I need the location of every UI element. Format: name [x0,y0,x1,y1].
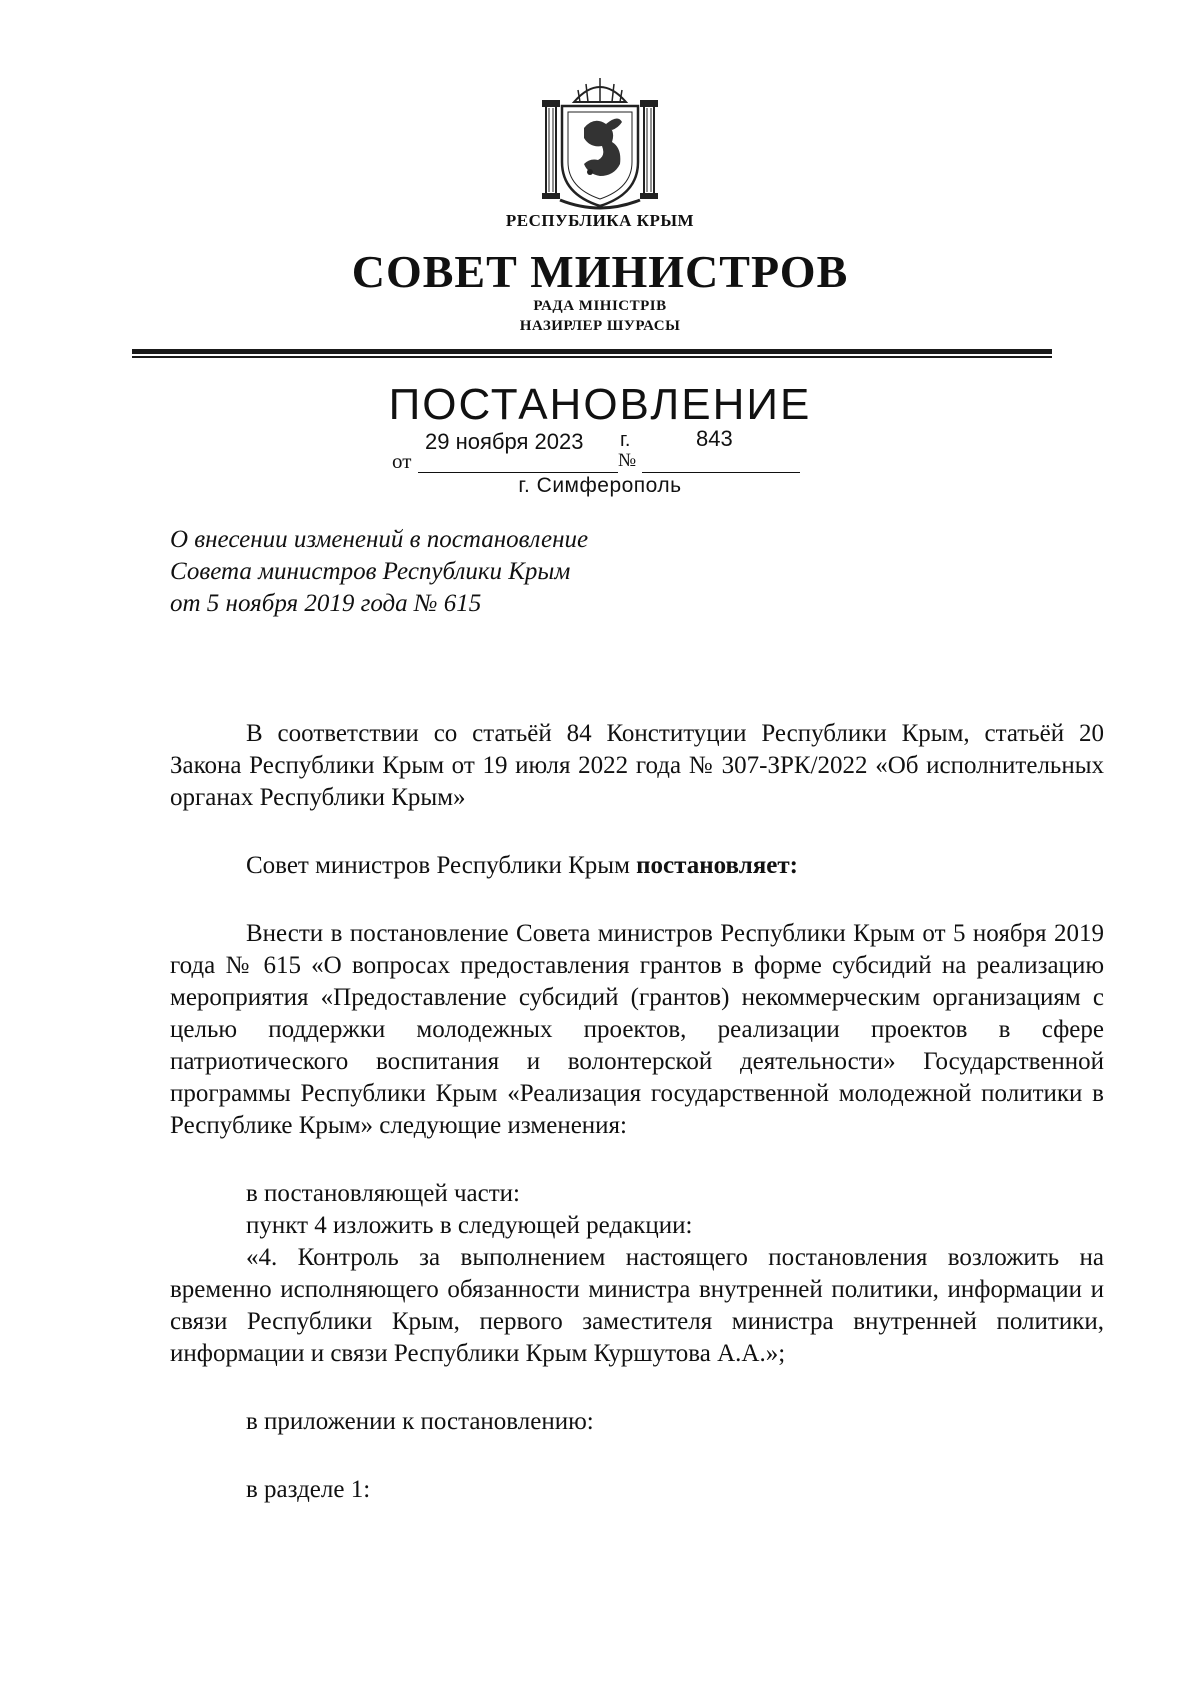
council-title: СОВЕТ МИНИСТРОВ [351,246,849,297]
resolves-keyword: постановляет: [636,852,798,879]
document-date: 29 ноября 2023 [425,429,584,454]
section1-heading: в разделе 1: [246,1476,371,1503]
resolves-lead: Совет министров Республики Крым [246,852,630,879]
council-title-ukrainian: РАДА МІНІСТРІВ [533,298,667,314]
subject-line: Совета министров Республики Крым [170,558,571,585]
point4-heading: пункт 4 изложить в следующей редакции: [246,1212,693,1239]
operative-part-heading: в постановляющей части: [246,1180,520,1207]
header-rule-thick [132,349,1052,354]
annex-heading: в приложении к постановлению: [246,1408,594,1435]
document-subject [170,524,588,620]
council-title-crimean-tatar: НАЗИРЛЕР ШУРАСЫ [519,318,681,334]
year-suffix: г. [620,429,631,451]
subject-line: от 5 ноября 2019 года № 615 [170,590,482,617]
document-body [170,718,1104,1506]
date-number-line [0,428,1200,474]
header-rule-thin [132,356,1052,358]
point4-text: «4. Контроль за выполнением настоящего постановления возложить на временно исполняющего обязанности министра внутренней политики, информации и связи Республики Крым, первого заместителя министра внутренней политики, информации и связи Республики Крым Куршутова А.А.»; [170,1244,1104,1367]
date-underline [418,472,618,473]
subject-line: О внесении изменений в постановление [170,526,589,553]
preamble-paragraph: В соответствии со статьёй 84 Конституции Республики Крым, статьёй 20 Закона Республики Крым от 19 июля 2022 года № 307-ЗРК/2022 «Об исполнительных органах Республики Крым» [170,720,1104,811]
resolves-paragraph [170,850,1104,882]
amendment-paragraph: Внести в постановление Совета министров Республики Крым от 5 ноября 2019 года № 615 «О вопросах предоставления грантов в форме субсидий на реализацию мероприятия «Предоставление субсидий (грантов) некоммерческим организациям с целью поддержки молодежных проектов, реализации проектов в сфере патриотического воспитания и волонтерской деятельности» Государственной программы Республики Крым «Реализация государственной молодежной политики в Республике Крым» следующие изменения: [170,920,1104,1139]
document-type: ПОСТАНОВЛЕНИЕ [388,380,812,429]
crimea-coat-of-arms-icon [540,72,660,212]
number-symbol: № [618,450,637,471]
republic-name: РЕСПУБЛИКА КРЫМ [505,211,695,230]
date-prefix: от [392,449,412,473]
document-city: г. Симферополь [518,474,682,497]
number-underline [642,472,800,473]
document-number: 843 [696,426,733,451]
